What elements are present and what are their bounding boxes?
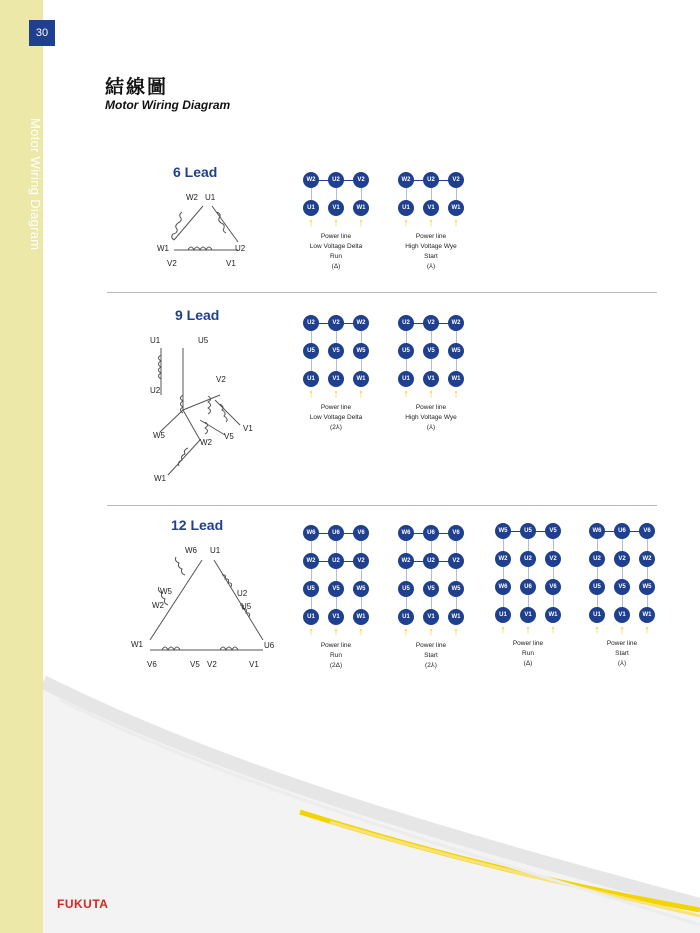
- terminal-node: U5: [303, 343, 319, 359]
- connection-line: [622, 531, 623, 615]
- caption-line: Run: [330, 253, 342, 260]
- winding-label: V1: [226, 259, 236, 268]
- power-arrow-icon: ↑: [453, 626, 459, 638]
- terminal-node: V1: [328, 200, 344, 216]
- caption-line: Power line: [415, 642, 447, 649]
- caption-line: Start: [424, 652, 438, 659]
- winding-label: U6: [264, 641, 275, 650]
- terminal-node: W5: [353, 581, 369, 597]
- winding-label: U5: [241, 602, 252, 611]
- terminal-node: V5: [328, 343, 344, 359]
- caption-line: Run: [330, 652, 342, 659]
- terminal-node: W1: [448, 200, 464, 216]
- terminal-node: W2: [353, 315, 369, 331]
- power-arrow-icon: ↑: [428, 388, 434, 400]
- power-arrow-icon: ↑: [525, 624, 531, 636]
- winding-label: W1: [131, 640, 143, 649]
- terminal-node: U2: [423, 172, 439, 188]
- caption-line: Power line: [606, 640, 638, 647]
- caption-line: (Δ): [331, 263, 341, 270]
- terminal-node: U1: [398, 371, 414, 387]
- terminal-node: U5: [398, 343, 414, 359]
- config-caption: [483, 639, 573, 669]
- terminal-node: V5: [545, 523, 561, 539]
- caption-line: (Δ): [523, 660, 533, 667]
- winding-label: V5: [190, 660, 200, 669]
- terminal-node: V6: [545, 579, 561, 595]
- terminal-node: U5: [398, 581, 414, 597]
- power-arrow-icon: ↑: [500, 624, 506, 636]
- lead-heading: 6 Lead: [173, 164, 218, 180]
- power-arrow-icon: ↑: [358, 388, 364, 400]
- winding-label: U2: [150, 386, 161, 395]
- caption-line: (⅄): [617, 660, 627, 667]
- lead-heading: 12 Lead: [171, 517, 224, 533]
- power-arrow-icon: ↑: [333, 217, 339, 229]
- brand-logo: FUKUTA: [57, 897, 109, 911]
- power-arrow-icon: ↑: [308, 217, 314, 229]
- terminal-node: U5: [303, 581, 319, 597]
- winding-label: V2: [216, 375, 226, 384]
- terminal-node: W5: [353, 343, 369, 359]
- connection-line: [311, 533, 312, 617]
- caption-line: Start: [615, 650, 629, 657]
- winding-label: W2: [186, 193, 198, 202]
- power-arrow-icon: ↑: [358, 217, 364, 229]
- terminal-node: U1: [589, 607, 605, 623]
- terminal-node: W1: [639, 607, 655, 623]
- caption-line: (⅄): [426, 424, 436, 431]
- terminal-node: W1: [448, 371, 464, 387]
- power-arrow-icon: ↑: [403, 217, 409, 229]
- winding-label: W5: [153, 431, 165, 440]
- terminal-node: U6: [328, 525, 344, 541]
- config-caption: [386, 232, 476, 272]
- terminal-node: V2: [448, 553, 464, 569]
- config-caption: [577, 639, 667, 669]
- terminal-node: V2: [545, 551, 561, 567]
- page-title-zh: 結線圖: [105, 76, 169, 98]
- winding-label: W1: [154, 474, 166, 483]
- terminal-node: U1: [303, 200, 319, 216]
- terminal-node: U2: [303, 315, 319, 331]
- caption-line: Start: [424, 253, 438, 260]
- terminal-node: W1: [545, 607, 561, 623]
- caption-line: Run: [522, 650, 534, 657]
- connection-line: [597, 531, 598, 615]
- terminal-node: V2: [353, 553, 369, 569]
- terminal-node: W5: [639, 579, 655, 595]
- terminal-node: U2: [328, 553, 344, 569]
- terminal-node: V2: [448, 172, 464, 188]
- config-caption: [386, 641, 476, 671]
- power-arrow-icon: ↑: [308, 388, 314, 400]
- winding-label: V5: [224, 432, 234, 441]
- connection-line: [431, 533, 432, 617]
- caption-line: (2⅄): [330, 424, 342, 431]
- terminal-node: V6: [639, 523, 655, 539]
- caption-line: Power line: [512, 640, 544, 647]
- terminal-node: V6: [353, 525, 369, 541]
- terminal-node: U6: [614, 523, 630, 539]
- terminal-node: U6: [423, 525, 439, 541]
- power-arrow-icon: ↑: [644, 624, 650, 636]
- winding-label: W1: [157, 244, 169, 253]
- winding-label: U1: [210, 546, 221, 555]
- terminal-node: U1: [398, 200, 414, 216]
- terminal-node: U1: [495, 607, 511, 623]
- winding-label: U2: [237, 589, 248, 598]
- terminal-node: V1: [520, 607, 536, 623]
- winding-label: V2: [207, 660, 217, 669]
- page-title-en: Motor Wiring Diagram: [105, 98, 231, 112]
- terminal-node: V1: [614, 607, 630, 623]
- power-arrow-icon: ↑: [453, 388, 459, 400]
- terminal-node: V1: [423, 609, 439, 625]
- caption-line: Power line: [320, 233, 352, 240]
- terminal-node: V5: [328, 581, 344, 597]
- terminal-node: W1: [448, 609, 464, 625]
- terminal-node: U2: [589, 551, 605, 567]
- caption-line: Power line: [320, 404, 352, 411]
- winding-label: W6: [185, 546, 197, 555]
- connection-line: [336, 533, 337, 617]
- page-number: 30: [29, 20, 55, 46]
- terminal-node: W6: [398, 525, 414, 541]
- terminal-node: V1: [328, 609, 344, 625]
- power-arrow-icon: ↑: [308, 626, 314, 638]
- connection-line: [361, 533, 362, 617]
- terminal-node: U5: [589, 579, 605, 595]
- terminal-node: W2: [398, 172, 414, 188]
- caption-line: High Voltage Wye: [405, 243, 457, 250]
- winding-label: W2: [200, 438, 212, 447]
- terminal-node: U1: [398, 609, 414, 625]
- terminal-node: W2: [303, 172, 319, 188]
- power-arrow-icon: ↑: [428, 217, 434, 229]
- terminal-node: W6: [589, 523, 605, 539]
- connection-line: [647, 531, 648, 615]
- terminal-node: W2: [639, 551, 655, 567]
- terminal-node: W2: [303, 553, 319, 569]
- terminal-node: V2: [614, 551, 630, 567]
- caption-line: Low Voltage Delta: [309, 243, 363, 250]
- terminal-node: U5: [520, 523, 536, 539]
- winding-label: V6: [147, 660, 157, 669]
- terminal-node: V2: [423, 315, 439, 331]
- caption-line: Power line: [415, 404, 447, 411]
- power-arrow-icon: ↑: [358, 626, 364, 638]
- connection-line: [528, 531, 529, 615]
- winding-label: V1: [243, 424, 253, 433]
- caption-line: Power line: [415, 233, 447, 240]
- terminal-node: V1: [328, 371, 344, 387]
- terminal-node: V2: [353, 172, 369, 188]
- connection-line: [406, 533, 407, 617]
- winding-label: W2: [152, 601, 164, 610]
- terminal-node: U6: [520, 579, 536, 595]
- terminal-node: W1: [353, 609, 369, 625]
- power-arrow-icon: ↑: [403, 388, 409, 400]
- terminal-node: U2: [328, 172, 344, 188]
- winding-label: V2: [167, 259, 177, 268]
- terminal-node: W2: [398, 553, 414, 569]
- power-arrow-icon: ↑: [619, 624, 625, 636]
- connection-line: [503, 531, 504, 615]
- terminal-node: V1: [423, 371, 439, 387]
- terminal-node: W5: [495, 523, 511, 539]
- caption-line: (2Δ): [329, 662, 343, 669]
- config-caption: [386, 403, 476, 433]
- terminal-node: W2: [495, 551, 511, 567]
- connection-line: [456, 533, 457, 617]
- winding-label: W5: [160, 587, 172, 596]
- winding-label: U2: [235, 244, 246, 253]
- caption-line: Low Voltage Delta: [309, 414, 363, 421]
- terminal-node: U1: [303, 609, 319, 625]
- caption-line: Power line: [320, 642, 352, 649]
- terminal-node: W6: [495, 579, 511, 595]
- terminal-node: W1: [353, 200, 369, 216]
- terminal-node: W5: [448, 581, 464, 597]
- power-arrow-icon: ↑: [333, 388, 339, 400]
- terminal-node: W1: [353, 371, 369, 387]
- connection-line: [553, 531, 554, 615]
- terminal-node: W2: [448, 315, 464, 331]
- config-caption: [291, 232, 381, 272]
- winding-label: U1: [150, 336, 161, 345]
- terminal-node: U1: [303, 371, 319, 387]
- terminal-node: W6: [303, 525, 319, 541]
- winding-label: U5: [198, 336, 209, 345]
- winding-label: V1: [249, 660, 259, 669]
- terminal-node: V5: [423, 343, 439, 359]
- terminal-node: V5: [423, 581, 439, 597]
- power-arrow-icon: ↑: [453, 217, 459, 229]
- lead-heading: 9 Lead: [175, 307, 220, 323]
- caption-line: (2⅄): [425, 662, 437, 669]
- power-arrow-icon: ↑: [594, 624, 600, 636]
- caption-line: High Voltage Wye: [405, 414, 457, 421]
- power-arrow-icon: ↑: [333, 626, 339, 638]
- terminal-node: U2: [423, 553, 439, 569]
- terminal-node: W5: [448, 343, 464, 359]
- power-arrow-icon: ↑: [403, 626, 409, 638]
- power-arrow-icon: ↑: [428, 626, 434, 638]
- terminal-node: V1: [423, 200, 439, 216]
- terminal-node: V6: [448, 525, 464, 541]
- terminal-node: V5: [614, 579, 630, 595]
- power-arrow-icon: ↑: [550, 624, 556, 636]
- winding-label: U1: [205, 193, 216, 202]
- config-caption: [291, 403, 381, 433]
- caption-line: (⅄): [426, 263, 436, 270]
- terminal-node: U2: [520, 551, 536, 567]
- sidebar-title: Motor Wiring Diagram: [28, 118, 43, 251]
- config-caption: [291, 641, 381, 671]
- terminal-node: V2: [328, 315, 344, 331]
- terminal-node: U2: [398, 315, 414, 331]
